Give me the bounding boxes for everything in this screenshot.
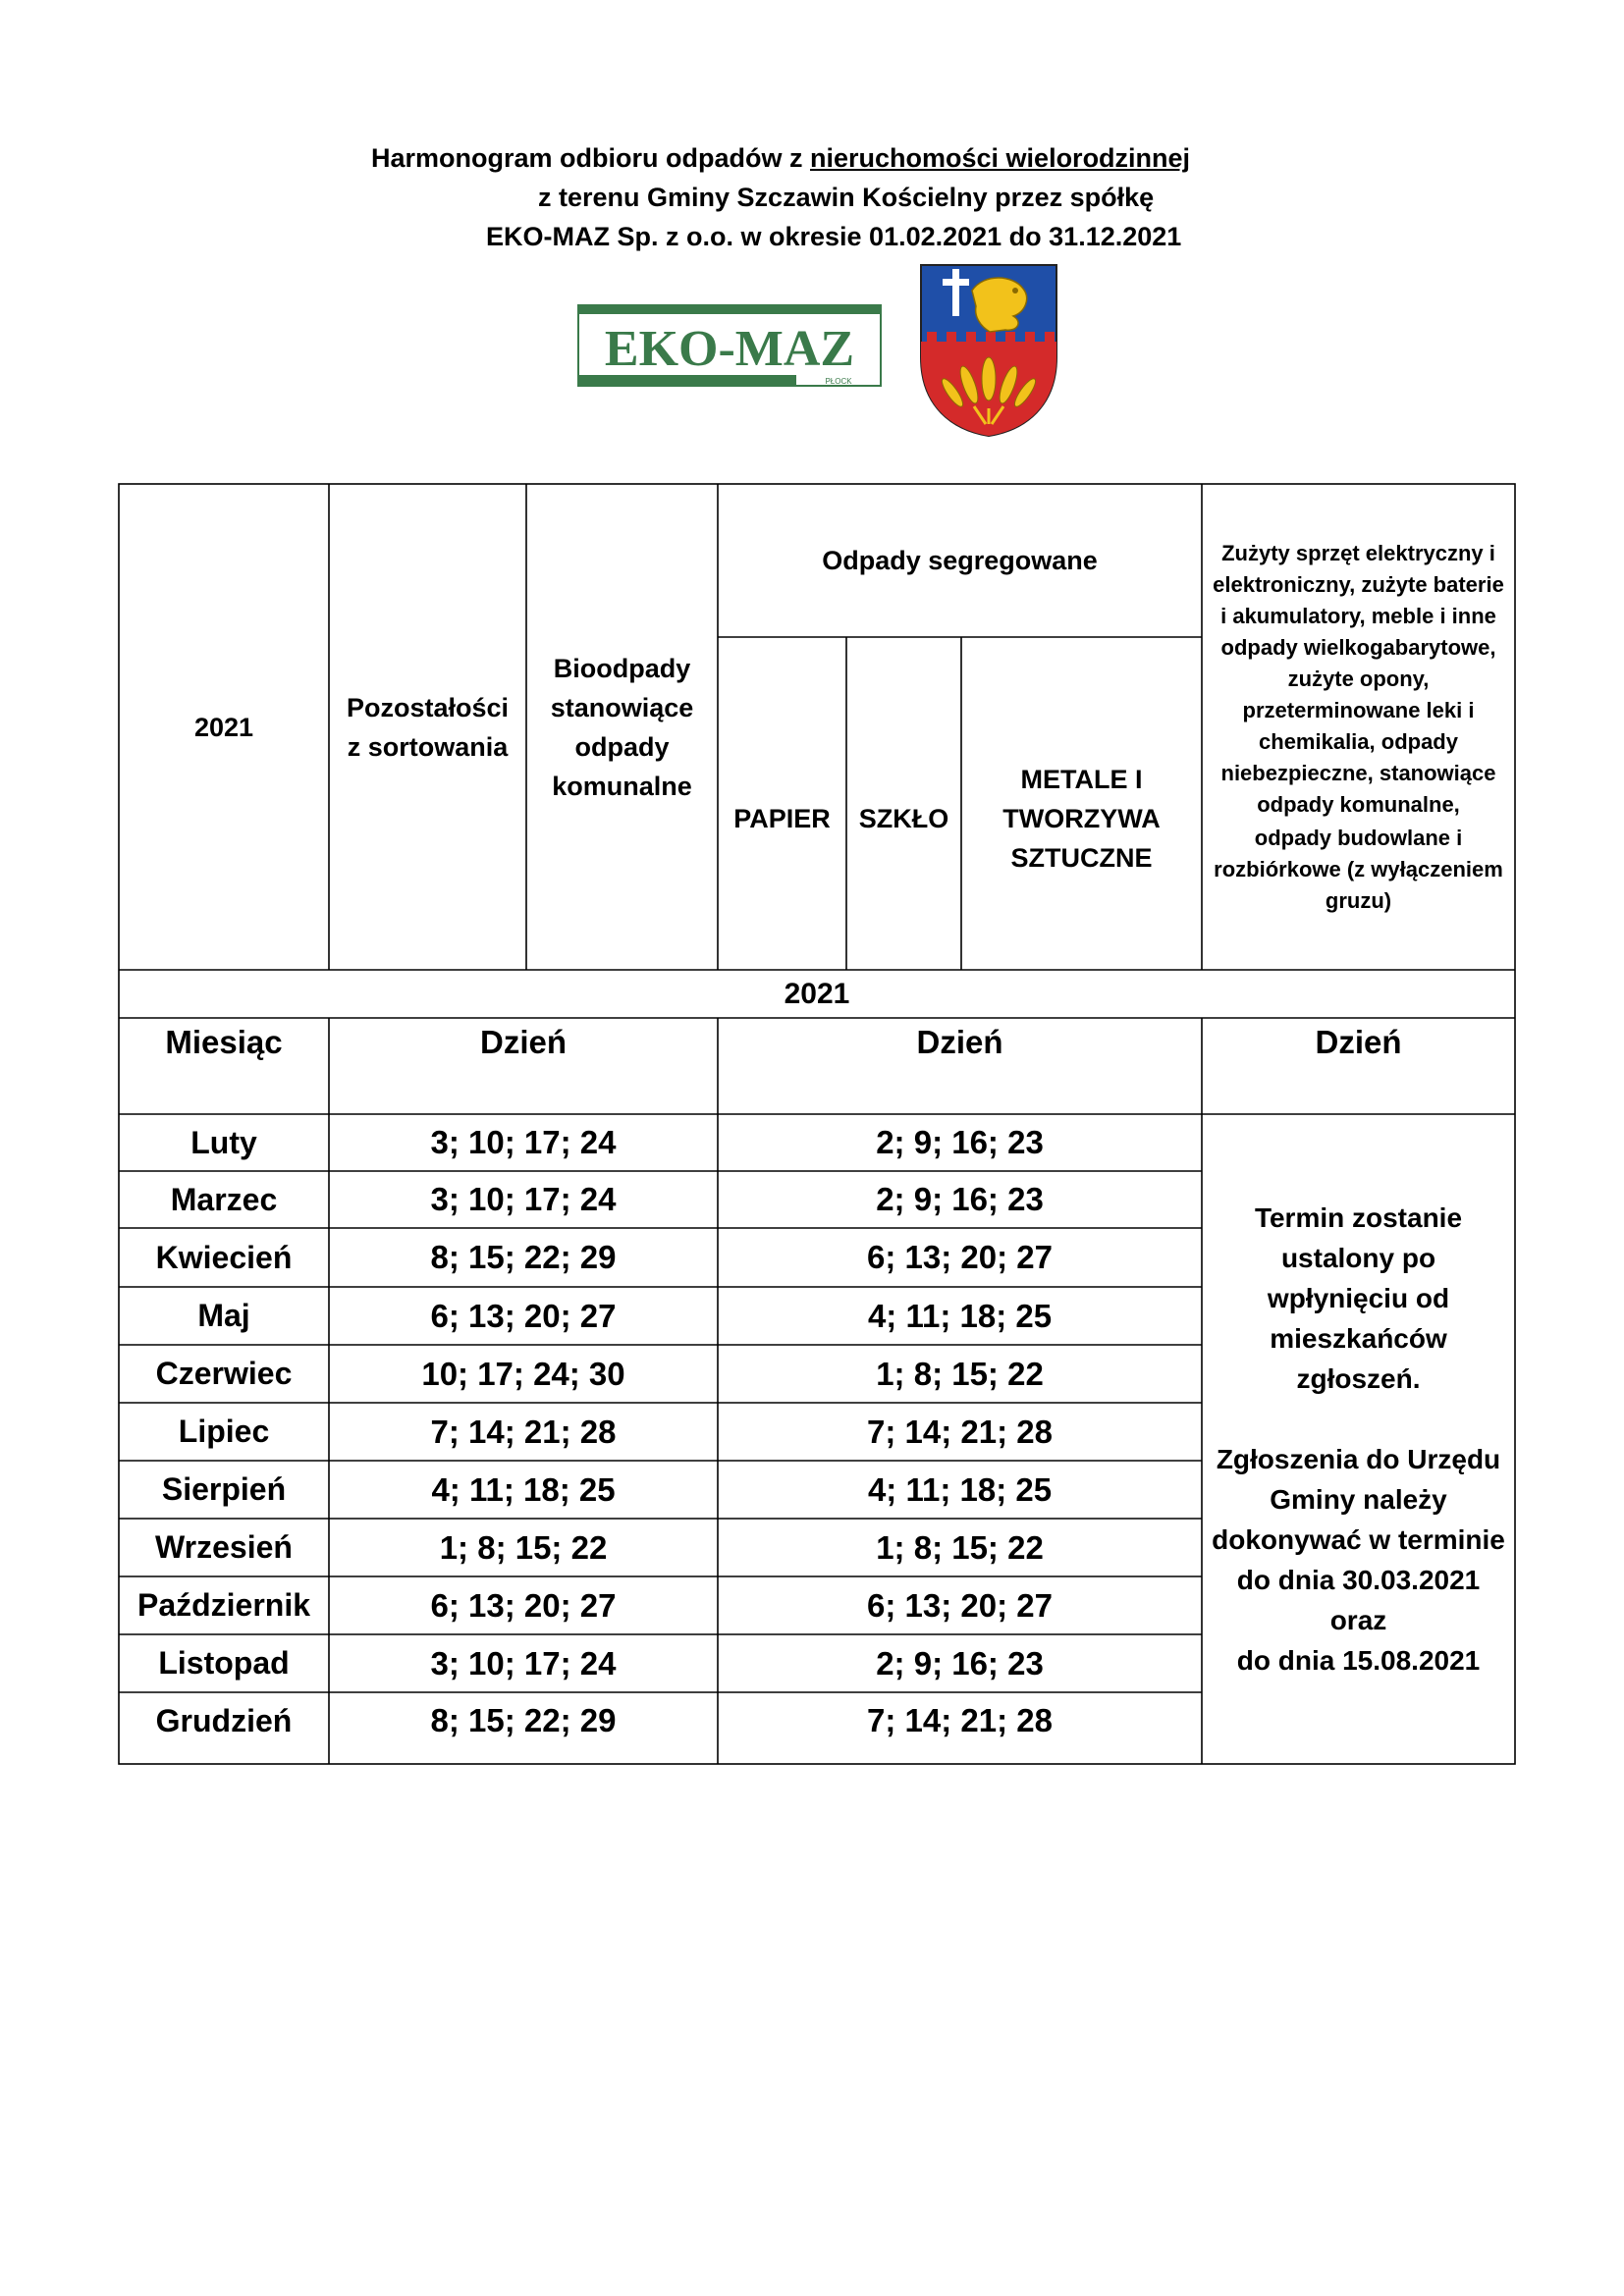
title-line-2: z terenu Gminy Szczawin Kościelny przez spółkę: [538, 183, 1155, 212]
month-cell: Listopad: [158, 1645, 290, 1681]
mixed-days-cell: 6; 13; 20; 27: [430, 1297, 617, 1334]
mixed-days-cell: 3; 10; 17; 24: [430, 1644, 617, 1682]
day-header-special: Dzień: [1315, 1024, 1402, 1060]
mixed-days-cell: 6; 13; 20; 27: [430, 1586, 617, 1624]
note-line-4: oraz: [1329, 1605, 1387, 1635]
day-header-mixed: Dzień: [479, 1024, 567, 1060]
segregated-days-cell: 1; 8; 15; 22: [876, 1355, 1044, 1392]
title-underlined-text: nieruchomości wielorodzinnej: [810, 143, 1191, 173]
month-cell: Grudzień: [155, 1702, 293, 1738]
month-cell: Luty: [190, 1124, 257, 1160]
segregated-days-cell: 6; 13; 20; 27: [867, 1239, 1053, 1275]
gmina-coat-of-arms-icon: [915, 261, 1062, 438]
remaining-waste-header: Pozostałości z sortowania: [346, 692, 510, 762]
note-line-1: Termin zostanie ustalony po wpłynięciu od mieszkańców zgłoszeń.: [1254, 1202, 1463, 1394]
segregated-days-cell: 2; 9; 16; 23: [876, 1181, 1044, 1217]
mixed-days-cell: 7; 14; 21; 28: [430, 1413, 617, 1450]
segregated-days-cell: 6; 13; 20; 27: [867, 1586, 1053, 1624]
schedule-table: [118, 483, 1516, 1765]
month-header: Miesiąc: [165, 1024, 283, 1060]
month-cell: Marzec: [170, 1181, 278, 1217]
metal-plastic-header: METALE I TWORZYWA SZTUCZNE: [1002, 764, 1161, 873]
paper-header: PAPIER: [733, 803, 831, 833]
mixed-days-cell: 10; 17; 24; 30: [421, 1355, 625, 1392]
eko-maz-logo-text: EKO-MAZ: [604, 321, 855, 377]
segregated-days-cell: 2; 9; 16; 23: [876, 1124, 1044, 1160]
note-line-5: do dnia 15.08.2021: [1236, 1645, 1481, 1676]
eko-maz-logo: [577, 304, 882, 387]
note-line-2: Zgłoszenia do Urzędu Gminy należy dokonywać w terminie: [1212, 1444, 1505, 1555]
segregated-days-cell: 4; 11; 18; 25: [867, 1297, 1053, 1334]
mixed-days-cell: 3; 10; 17; 24: [430, 1181, 617, 1217]
year-row: 2021: [784, 977, 850, 1010]
title-line-1: [371, 139, 1190, 177]
month-cell: Sierpień: [161, 1471, 287, 1507]
eko-maz-logo-subtext: PŁOCK: [825, 377, 852, 386]
month-cell: Październik: [136, 1587, 311, 1623]
title-line-3: EKO-MAZ Sp. z o.o. w okresie 01.02.2021 do 31.12.2021: [486, 222, 1182, 251]
glass-header: SZKŁO: [858, 803, 949, 833]
mixed-days-cell: 4; 11; 18; 25: [431, 1470, 616, 1508]
special-waste-header: [1202, 484, 1515, 970]
segregated-days-cell: 7; 14; 21; 28: [867, 1413, 1053, 1450]
month-cell: Wrzesień: [155, 1529, 293, 1565]
segregated-days-cell: 7; 14; 21; 28: [867, 1702, 1053, 1738]
special-waste-header-text-2: odpady budowlane i rozbiórkowe (z wyłączeniem gruzu): [1214, 825, 1503, 913]
mixed-days-cell: 8; 15; 22; 29: [430, 1702, 617, 1738]
special-waste-note: [1202, 1114, 1515, 1764]
day-header-segregated: Dzień: [916, 1024, 1003, 1060]
segregated-waste-header: Odpady segregowane: [822, 546, 1098, 575]
segregated-days-cell: 4; 11; 18; 25: [867, 1470, 1053, 1508]
month-cell: Czerwiec: [155, 1356, 293, 1391]
month-cell: Maj: [197, 1298, 250, 1333]
mixed-days-cell: 3; 10; 17; 24: [430, 1124, 617, 1160]
month-cell: Kwiecień: [155, 1239, 293, 1275]
segregated-days-cell: 2; 9; 16; 23: [876, 1644, 1044, 1682]
biowaste-header: Bioodpady stanowiące odpady komunalne: [550, 653, 694, 801]
special-waste-header-text: Zużyty sprzęt elektryczny i elektroniczny, zużyte baterie i akumulatory, meble i inne odpady wielkogabarytowe, zużyte opony, przeterminowane leki i chemikalia, odpady niebezpieczne, stanowiące odpady komunalne,: [1213, 540, 1504, 817]
segregated-days-cell: 1; 8; 15; 22: [876, 1528, 1044, 1566]
note-line-3: do dnia 30.03.2021: [1236, 1565, 1481, 1595]
month-cell: Lipiec: [178, 1414, 270, 1449]
year-column-header: 2021: [193, 712, 254, 742]
mixed-days-cell: 1; 8; 15; 22: [439, 1528, 608, 1566]
mixed-days-cell: 8; 15; 22; 29: [430, 1239, 617, 1275]
title-line-1-text: Harmonogram odbioru odpadów z: [371, 143, 810, 173]
